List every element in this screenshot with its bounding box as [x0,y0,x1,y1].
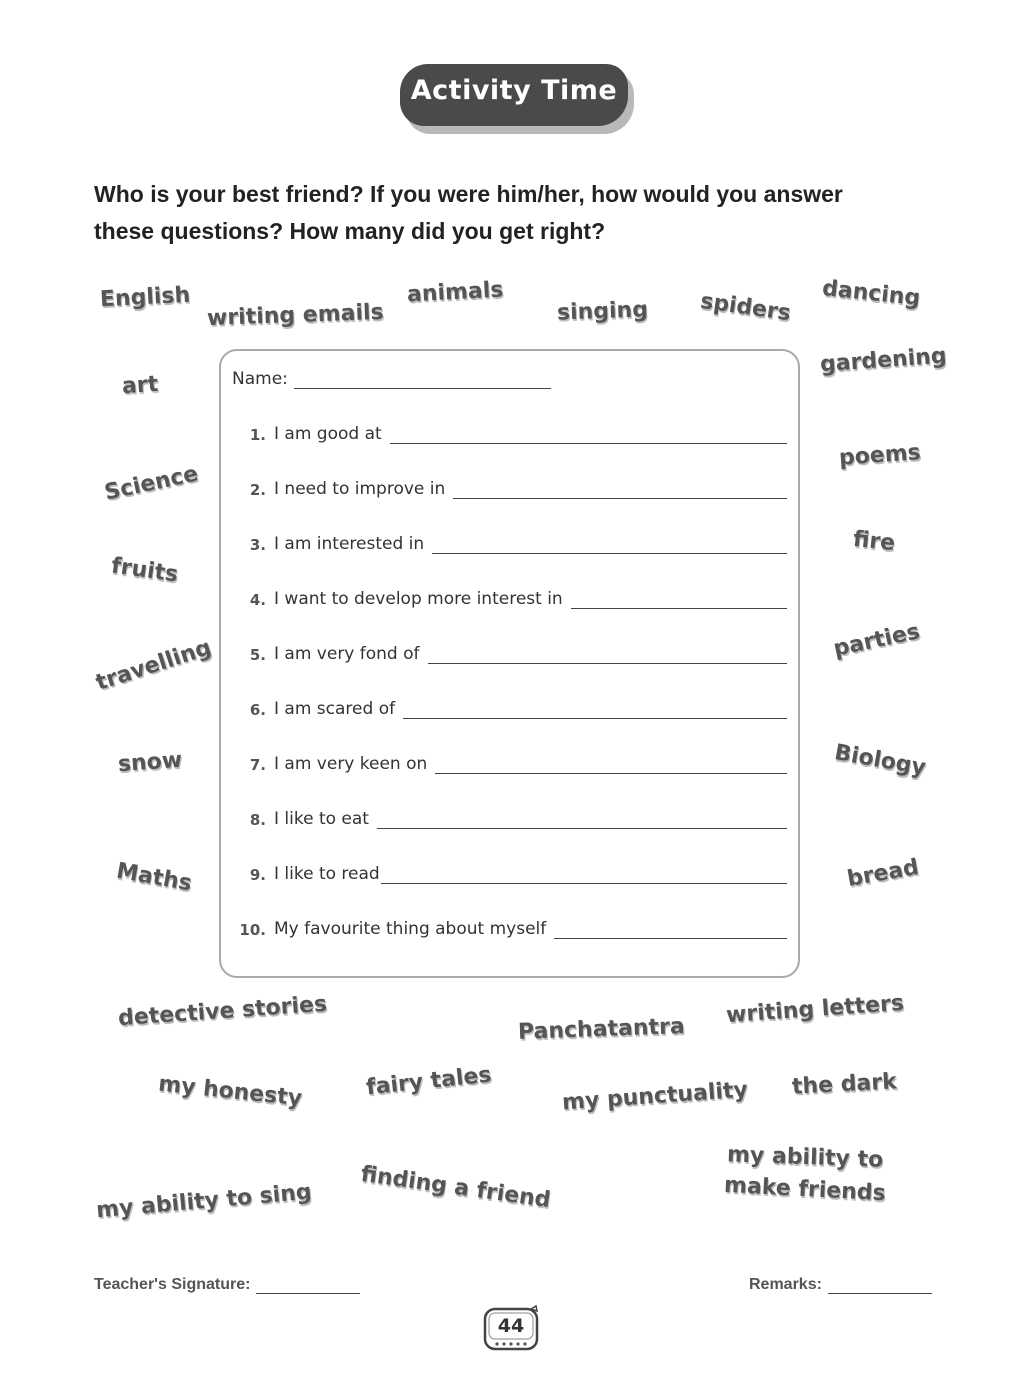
question-number: 2. [249,481,266,499]
question-row [232,589,787,609]
word-spiders: spiders [698,288,793,327]
word-detective-stories: detective stories [117,991,328,1032]
word-art: art [121,371,160,400]
answer-blank[interactable] [453,480,787,499]
word-writing-letters: writing letters [725,990,905,1029]
answer-blank[interactable] [554,920,787,939]
question-number: 4. [249,591,266,609]
name-row [232,369,551,389]
remarks-label: Remarks: [749,1276,822,1293]
instruction-text [94,176,914,250]
question-number: 10. [239,921,266,939]
signature-blank[interactable] [256,1277,360,1294]
question-text: My favourite thing about myself [274,919,547,939]
teacher-signature [94,1276,360,1294]
word-my-honesty: my honesty [157,1071,304,1112]
word-writing-emails: writing emails [206,299,385,332]
word-parties: parties [831,619,923,662]
word-travelling: travelling [92,635,215,696]
word-fairy-tales: fairy tales [364,1062,493,1101]
question-row [232,699,787,719]
question-number: 3. [249,536,266,554]
remarks [749,1276,932,1294]
word-dancing: dancing [821,275,922,312]
word-fire: fire [851,526,897,557]
question-number: 9. [249,866,266,884]
instruction-line-2: these questions? How many did you get right? [94,218,606,244]
question-text: I am scared of [274,699,396,719]
question-text: I am very keen on [274,754,428,774]
answer-blank[interactable] [403,700,787,719]
question-number: 7. [249,756,266,774]
word-maths: Maths [114,858,194,897]
page-number: 44 [497,1315,525,1337]
name-blank[interactable] [294,370,551,389]
answer-blank[interactable] [377,810,787,829]
question-row [232,864,787,884]
question-text: I am interested in [274,534,425,554]
question-row [232,644,787,664]
question-row [232,424,787,444]
word-singing: singing [556,297,649,326]
word-fruits: fruits [109,553,180,588]
question-text: I need to improve in [274,479,446,499]
word-my-ability-to-sing: my ability to sing [95,1179,313,1224]
question-row [232,919,787,939]
activity-title: Activity Time [410,75,618,106]
word-make-friends: make friends [723,1172,887,1207]
word-gardening: gardening [819,343,948,378]
question-text: I want to develop more interest in [274,589,563,609]
word-biology: Biology [832,740,928,781]
answer-blank[interactable] [428,645,787,664]
question-text: I am good at [274,424,382,444]
question-text: I like to eat [274,809,369,829]
answer-blank[interactable] [571,590,787,609]
answer-blank[interactable] [381,865,787,884]
question-number: 8. [249,811,266,829]
question-number: 5. [249,646,266,664]
question-row [232,809,787,829]
activity-time-badge [400,64,628,126]
question-text: I like to read [274,864,380,884]
answer-blank[interactable] [390,425,787,444]
remarks-blank[interactable] [828,1277,932,1294]
question-text: I am very fond of [274,644,420,664]
word-english: English [99,282,191,313]
answer-blank[interactable] [435,755,787,774]
answer-blank[interactable] [432,535,787,554]
word-bread: bread [845,854,921,893]
question-row [232,479,787,499]
word-finding-a-friend: finding a friend [359,1161,553,1214]
page-number-badge [481,1305,541,1353]
word-my-ability-to: my ability to [726,1142,884,1173]
name-label: Name: [232,369,288,389]
word-the-dark: the dark [791,1069,898,1100]
word-snow: snow [117,747,183,778]
signature-label: Teacher's Signature: [94,1276,251,1293]
word-animals: animals [406,277,505,308]
question-number: 1. [249,426,266,444]
word-poems: poems [838,440,922,471]
question-row [232,754,787,774]
word-panchatantra: Panchatantra [517,1014,686,1045]
question-number: 6. [249,701,266,719]
word-science: Science [102,461,201,506]
instruction-line-1: Who is your best friend? If you were him/her, how would you answer [94,181,843,207]
question-row [232,534,787,554]
word-my-punctuality: my punctuality [561,1077,749,1116]
